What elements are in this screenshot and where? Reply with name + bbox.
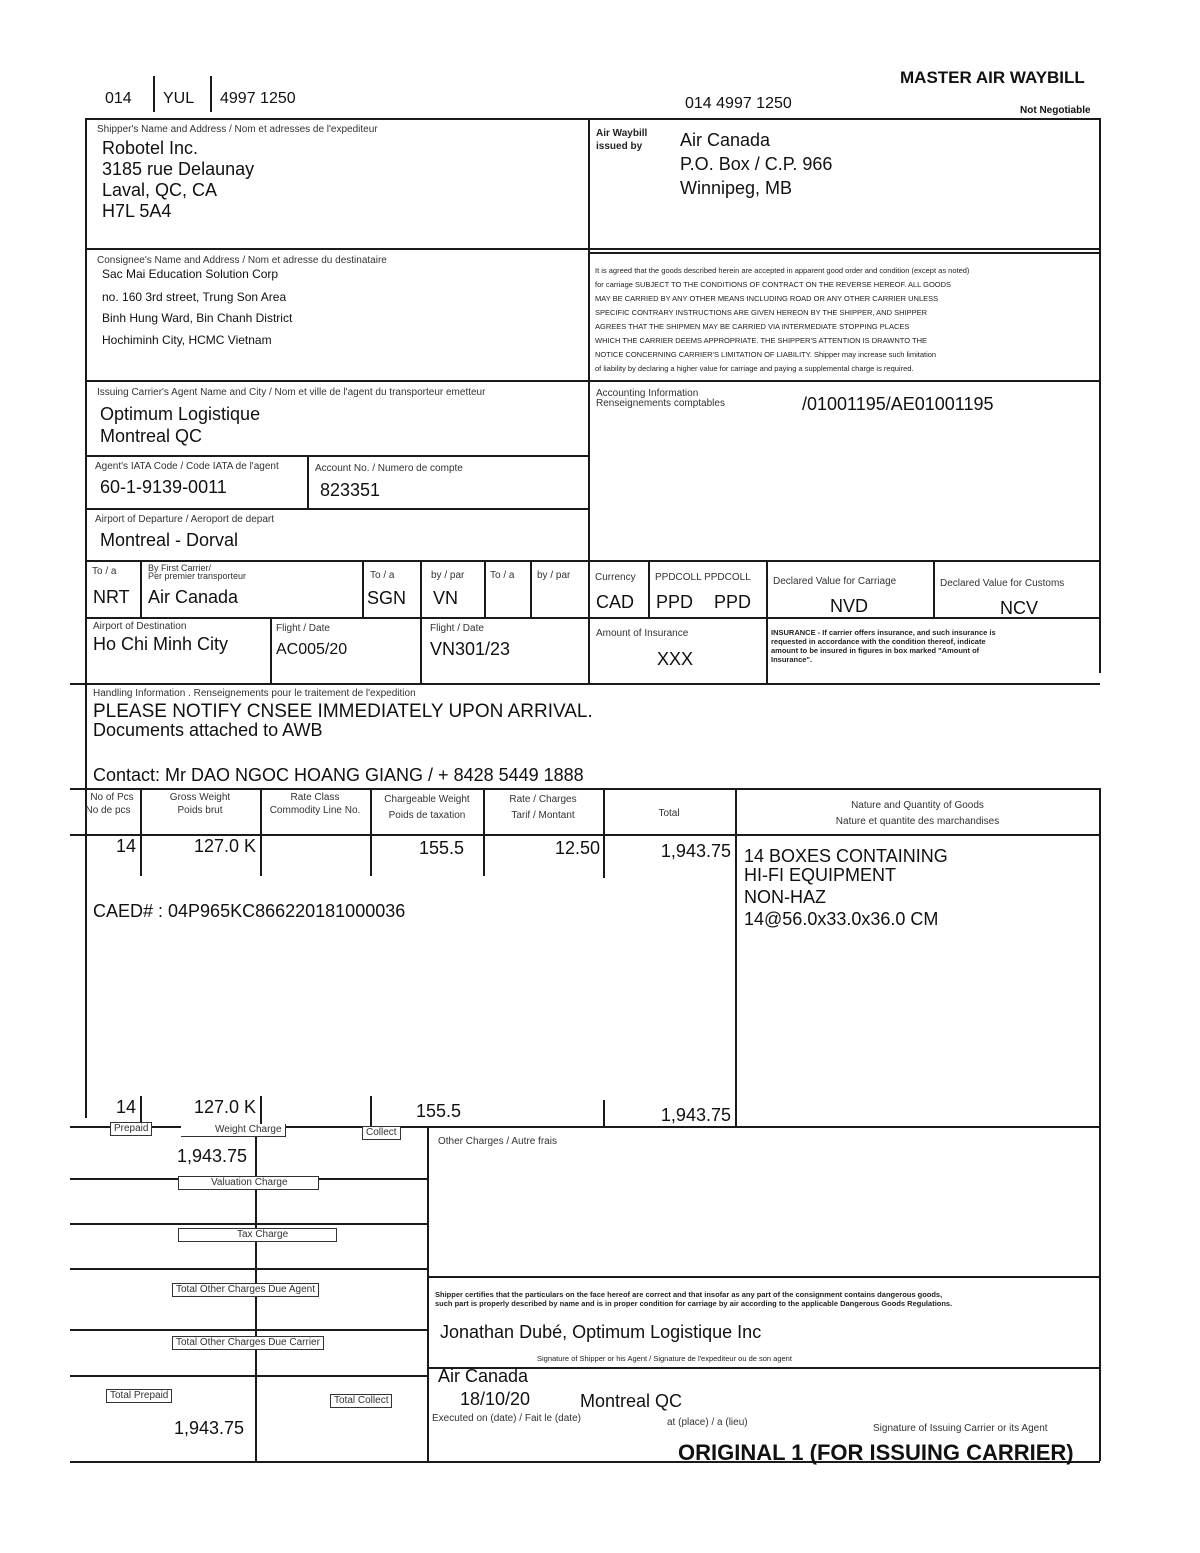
col-header-nature: Nature and Quantity of Goods xyxy=(851,800,984,811)
document-title: MASTER AIR WAYBILL xyxy=(900,68,1085,87)
issuer-label: Air Waybill xyxy=(596,128,648,139)
account-label: Account No. / Numero de compte xyxy=(315,463,463,474)
awb-origin: YUL xyxy=(163,90,195,107)
agent-name: Optimum Logistique xyxy=(100,404,261,424)
destination-airport: Ho Chi Minh City xyxy=(93,634,229,654)
col-header-gross-2: Poids brut xyxy=(177,805,223,816)
awb-serial: 4997 1250 xyxy=(220,90,296,107)
other-charges-carrier-tab: Total Other Charges Due Carrier xyxy=(172,1336,324,1350)
caed-number: CAED# : 04P965KC866220181000036 xyxy=(93,901,406,921)
col-header-pcs: No of Pcs xyxy=(90,792,134,803)
to2-label: To / a xyxy=(370,570,395,581)
handling-contact: Contact: Mr DAO NGOC HOANG GIANG / + 8428 5449 1888 xyxy=(93,765,584,785)
certification-text: such part is properly described by name and is in proper condition for carriage by air according to the applicable Dangerous Goods Regulations. xyxy=(435,1299,953,1308)
accounting-label: Accounting Information xyxy=(596,388,699,399)
dv-carriage-label: Declared Value for Carriage xyxy=(773,576,897,587)
insurance-note: INSURANCE - If carrier offers insurance, and such insurance is xyxy=(771,628,996,637)
consignee-line: Sac Mai Education Solution Corp xyxy=(102,267,279,281)
conditions-line: AGREES THAT THE SHIPMEN MAY BE CARRIED VIA INTERMEDIATE STOPPING PLACES xyxy=(595,322,910,331)
execution-date: 18/10/20 xyxy=(460,1389,531,1409)
collect-tab: Collect xyxy=(362,1126,401,1140)
first-carrier: Air Canada xyxy=(148,587,239,607)
execution-place-label: at (place) / a (lieu) xyxy=(667,1417,748,1428)
handling-line: PLEASE NOTIFY CNSEE IMMEDIATELY UPON ARRIVAL. xyxy=(93,701,593,722)
col-header-pcs-2: No de pcs xyxy=(85,805,131,816)
agent-label: Issuing Carrier's Agent Name and City / Nom et ville de l'agent du transporteur emetteur xyxy=(97,387,486,398)
dv-customs: NCV xyxy=(1000,598,1039,618)
insurance-amount: XXX xyxy=(657,649,694,669)
conditions-line: It is agreed that the goods described herein are accepted in apparent good order and condition (except as noted) xyxy=(595,266,970,275)
row-chargeable: 155.5 xyxy=(419,838,465,858)
total-chargeable: 155.5 xyxy=(416,1101,462,1121)
execution-carrier: Air Canada xyxy=(438,1366,529,1386)
col-header-rate-class-2: Commodity Line No. xyxy=(269,805,361,816)
awb-number: 014 4997 1250 xyxy=(685,95,792,112)
dv-carriage: NVD xyxy=(830,596,869,616)
issuer-line: Winnipeg, MB xyxy=(680,178,793,198)
currency-label: Currency xyxy=(595,572,636,583)
accounting-value: /01001195/AE01001195 xyxy=(802,394,994,414)
departure-label: Airport of Departure / Aeroport de depart xyxy=(95,514,274,525)
insurance-note: Insurance". xyxy=(771,655,813,664)
by2-label: by / par xyxy=(431,570,465,581)
handling-line: Documents attached to AWB xyxy=(93,720,323,740)
account-number: 823351 xyxy=(320,480,381,500)
consignee-line: Hochiminh City, HCMC Vietnam xyxy=(102,333,272,347)
total-prepaid-value: 1,943.75 xyxy=(174,1418,245,1438)
row-gross: 127.0 K xyxy=(193,836,256,856)
weight-charge-value: 1,943.75 xyxy=(177,1146,248,1166)
row-rate: 12.50 xyxy=(554,838,600,858)
original-copy-label: ORIGINAL 1 (FOR ISSUING CARRIER) xyxy=(678,1440,1074,1465)
col-header-rate: Rate / Charges xyxy=(509,794,577,805)
execution-date-label: Executed on (date) / Fait le (date) xyxy=(432,1413,581,1424)
currency-value: CAD xyxy=(596,592,635,612)
ppdcoll-label: PPDCOLL PPDCOLL xyxy=(655,572,751,583)
col-header-chargeable: Chargeable Weight xyxy=(384,794,470,805)
ppd-other: PPD xyxy=(714,592,752,612)
consignee-line: no. 160 3rd street, Trung Son Area xyxy=(102,290,287,304)
tax-charge-tab: Tax Charge xyxy=(178,1228,337,1242)
not-negotiable-label: Not Negotiable xyxy=(1020,105,1091,116)
flight1-label: Flight / Date xyxy=(276,623,330,634)
nature-line: 14@56.0x33.0x36.0 CM xyxy=(744,909,939,929)
insurance-note: requested in accordance with the condition thereof, indicate xyxy=(771,637,986,646)
weight-charge-tab: Weight Charge xyxy=(181,1124,286,1137)
iata-label: Agent's IATA Code / Code IATA de l'agent xyxy=(95,461,279,472)
conditions-line: of liability by declaring a higher value for carriage and paying a supplemental charge is required. xyxy=(595,364,914,373)
destination-label: Airport of Destination xyxy=(93,621,187,632)
total-pcs: 14 xyxy=(115,1097,136,1117)
nature-line: NON-HAZ xyxy=(744,887,826,907)
shipper-signature-label: Signature of Shipper or his Agent / Signature de l'expediteur ou de son agent xyxy=(537,1354,792,1363)
col-header-total: Total xyxy=(658,808,680,819)
other-charges-label: Other Charges / Autre frais xyxy=(438,1136,557,1147)
departure-airport: Montreal - Dorval xyxy=(100,530,239,550)
row-pcs: 14 xyxy=(115,836,136,856)
total-collect-tab: Total Collect xyxy=(330,1394,392,1408)
carrier-signature-label: Signature of Issuing Carrier or its Agent xyxy=(873,1423,1048,1434)
issuer-line: Air Canada xyxy=(680,130,771,150)
shipper-line: Laval, QC, CA xyxy=(102,180,218,200)
col-header-nature-2: Nature et quantite des marchandises xyxy=(835,816,1000,827)
conditions-line: SPECIFIC CONTRARY INSTRUCTIONS ARE GIVEN HEREON BY THE SHIPPER, AND SHIPPER xyxy=(595,308,928,317)
issuer-label-2: issued by xyxy=(596,141,643,152)
by3-label: by / par xyxy=(537,570,571,581)
total-prepaid-tab: Total Prepaid xyxy=(106,1389,172,1403)
col-header-rate-2: Tarif / Montant xyxy=(511,810,575,821)
conditions-line: MAY BE CARRIED BY ANY OTHER MEANS INCLUDING ROAD OR ANY OTHER CARRIER UNLESS xyxy=(595,294,939,303)
accounting-label-2: Renseignements comptables xyxy=(596,398,725,409)
shipper-line: 3185 rue Delaunay xyxy=(102,159,255,179)
ppd-wt: PPD xyxy=(656,592,694,612)
conditions-line: NOTICE CONCERNING CARRIER'S LIMITATION OF LIABILITY. Shipper may increase such limitation xyxy=(595,350,937,359)
valuation-charge-tab: Valuation Charge xyxy=(178,1176,319,1190)
row-total: 1,943.75 xyxy=(660,841,731,861)
agent-city: Montreal QC xyxy=(100,426,203,446)
flight2-label: Flight / Date xyxy=(430,623,484,634)
to-airport: NRT xyxy=(93,587,130,607)
iata-code: 60-1-9139-0011 xyxy=(100,477,227,497)
nature-line: HI-FI EQUIPMENT xyxy=(744,865,896,885)
total-gross: 127.0 K xyxy=(193,1097,256,1117)
dv-customs-label: Declared Value for Customs xyxy=(940,578,1065,589)
nature-line: 14 BOXES CONTAINING xyxy=(744,846,948,866)
execution-place: Montreal QC xyxy=(580,1391,683,1411)
col-header-chargeable-2: Poids de taxation xyxy=(388,810,466,821)
insurance-label: Amount of Insurance xyxy=(596,628,689,639)
first-carrier-label-2: Per premier transporteur xyxy=(148,571,247,581)
certification-text: Shipper certifies that the particulars on the face hereof are correct and that insofar as any part of the consignment contains dangerous goods, xyxy=(435,1290,943,1299)
shipper-label: Shipper's Name and Address / Nom et adresses de l'expediteur xyxy=(97,124,378,135)
conditions-line: WHICH THE CARRIER DEEMS APPROPRIATE. THE SHIPPER'S ATTENTION IS DRAWNTO THE xyxy=(595,336,928,345)
to-label: To / a xyxy=(92,566,117,577)
other-charges-agent-tab: Total Other Charges Due Agent xyxy=(172,1283,319,1297)
col-header-gross: Gross Weight xyxy=(169,792,231,803)
insurance-note: amount to be insured in figures in box marked "Amount of xyxy=(771,646,980,655)
to3-label: To / a xyxy=(490,570,515,581)
shipper-line: H7L 5A4 xyxy=(102,201,172,221)
flight1: AC005/20 xyxy=(276,641,348,658)
to2-airport: SGN xyxy=(367,588,407,608)
conditions-line: for carriage SUBJECT TO THE CONDITIONS OF CONTRACT ON THE REVERSE HEREOF. ALL GOODS xyxy=(595,280,952,289)
col-header-rate-class: Rate Class xyxy=(290,792,340,803)
handling-label: Handling Information . Renseignements pour le traitement de l'expedition xyxy=(93,688,416,699)
by2-carrier: VN xyxy=(433,588,459,608)
shipper-signature: Jonathan Dubé, Optimum Logistique Inc xyxy=(440,1322,762,1342)
consignee-line: Binh Hung Ward, Bin Chanh District xyxy=(102,311,293,325)
consignee-label: Consignee's Name and Address / Nom et adresse du destinataire xyxy=(97,255,387,266)
prepaid-tab: Prepaid xyxy=(110,1122,152,1136)
flight2: VN301/23 xyxy=(430,639,511,659)
issuer-line: P.O. Box / C.P. 966 xyxy=(680,154,833,174)
shipper-line: Robotel Inc. xyxy=(102,138,199,158)
first-carrier-label: By First Carrier/ xyxy=(148,563,211,573)
awb-prefix: 014 xyxy=(105,90,132,107)
total-amount: 1,943.75 xyxy=(660,1105,731,1125)
